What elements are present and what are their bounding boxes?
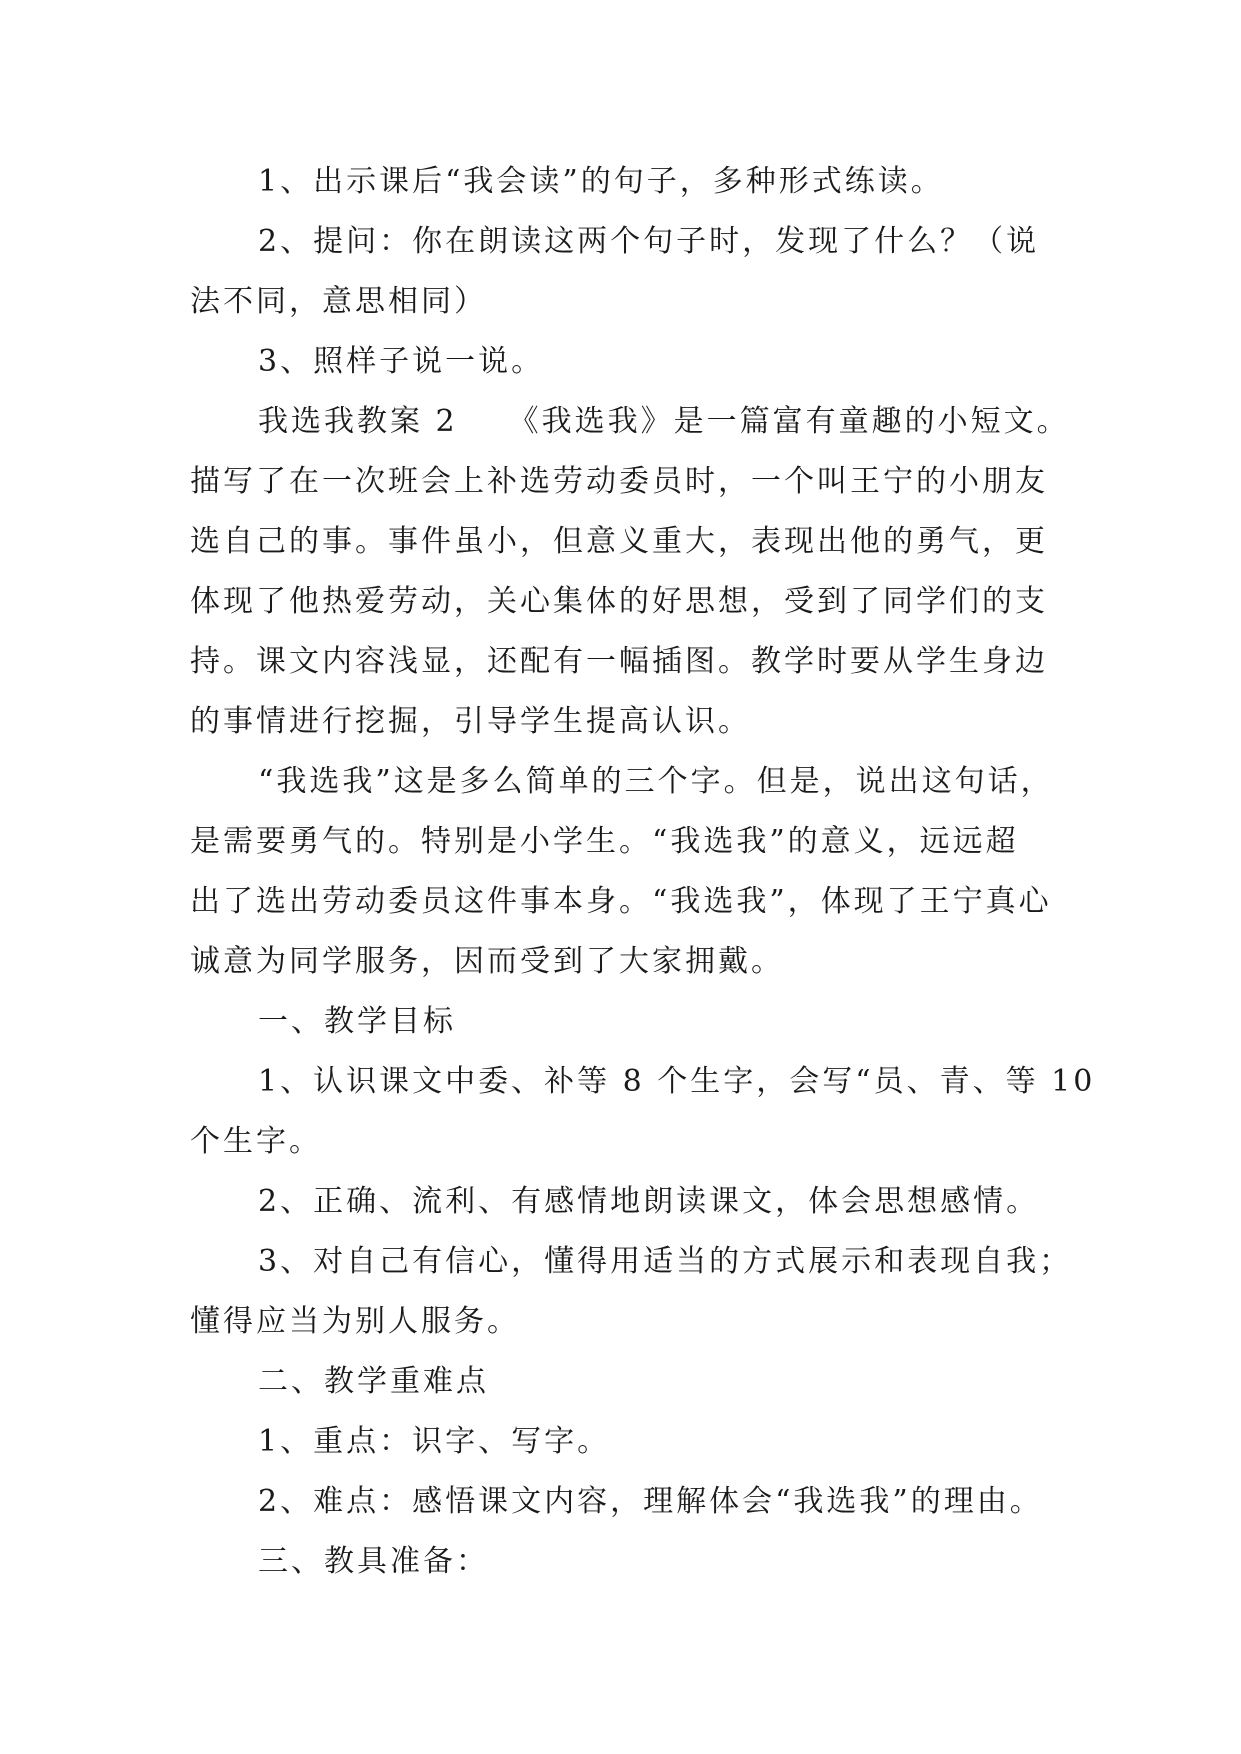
text-line: 2、提问：你在朗读这两个句子时，发现了什么？（说 bbox=[258, 224, 1040, 259]
paragraph bbox=[190, 1232, 1073, 1352]
text-line: 是需要勇气的。特别是小学生。“我选我”的意义，远远超 bbox=[190, 824, 1019, 859]
text-line: 个生字。 bbox=[190, 1124, 322, 1159]
text-line: 我选我教案 2 《我选我》是一篇富有童趣的小短文。 bbox=[258, 404, 1070, 439]
text-line: 2、难点：感悟课文内容，理解体会“我选我”的理由。 bbox=[258, 1484, 1043, 1519]
paragraph bbox=[190, 1352, 1070, 1412]
paragraph bbox=[190, 152, 1070, 212]
text-line: 3、照样子说一说。 bbox=[258, 344, 545, 379]
paragraph bbox=[190, 992, 1070, 1052]
text-line: 一、教学目标 bbox=[258, 1004, 456, 1039]
text-line: 2、正确、流利、有感情地朗读课文，体会思想感情。 bbox=[258, 1184, 1040, 1219]
paragraph bbox=[190, 212, 1070, 332]
text-line: 1、认识课文中委、补等 8 个生字，会写“员、青、等 10 bbox=[258, 1064, 1096, 1099]
text-line: 3、对自己有信心，懂得用适当的方式展示和表现自我； bbox=[258, 1244, 1073, 1279]
paragraph bbox=[190, 1472, 1070, 1532]
paragraph bbox=[190, 332, 1070, 392]
paragraph bbox=[190, 1052, 1096, 1172]
paragraph bbox=[190, 1412, 1070, 1472]
paragraph bbox=[190, 392, 1070, 752]
text-line: 诚意为同学服务，因而受到了大家拥戴。 bbox=[190, 944, 784, 979]
paragraph bbox=[190, 1532, 1070, 1592]
text-line: 的事情进行挖掘，引导学生提高认识。 bbox=[190, 704, 751, 739]
text-line: 出了选出劳动委员这件事本身。“我选我”，体现了王宁真心 bbox=[190, 884, 1052, 919]
paragraph bbox=[190, 1172, 1070, 1232]
text-line: 描写了在一次班会上补选劳动委员时，一个叫王宁的小朋友 bbox=[190, 464, 1048, 499]
text-line: 二、教学重难点 bbox=[258, 1364, 489, 1399]
text-line: “我选我”这是多么简单的三个字。但是，说出这句话， bbox=[258, 764, 1054, 799]
text-line: 体现了他热爱劳动，关心集体的好思想，受到了同学们的支 bbox=[190, 584, 1048, 619]
text-line: 持。课文内容浅显，还配有一幅插图。教学时要从学生身边 bbox=[190, 644, 1048, 679]
text-line: 懂得应当为别人服务。 bbox=[190, 1304, 520, 1339]
text-line: 法不同，意思相同） bbox=[190, 284, 487, 319]
text-line: 选自己的事。事件虽小，但意义重大，表现出他的勇气，更 bbox=[190, 524, 1048, 559]
text-line: 1、重点：识字、写字。 bbox=[258, 1424, 611, 1459]
document-body bbox=[190, 152, 1096, 1592]
text-line: 1、出示课后“我会读”的句子，多种形式练读。 bbox=[258, 164, 944, 199]
text-line: 三、教具准备： bbox=[258, 1544, 489, 1579]
paragraph bbox=[190, 752, 1070, 992]
